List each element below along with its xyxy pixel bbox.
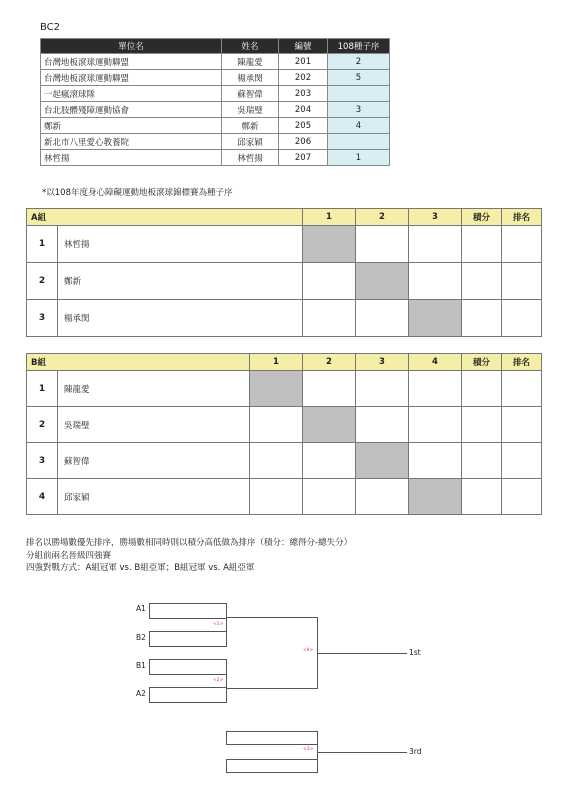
group-a-col-1: 1 [303, 209, 356, 226]
line [226, 603, 227, 647]
seed-cell-name: 邱家穎 [222, 134, 279, 150]
document-title: BC2 [40, 22, 61, 33]
header-number: 編號 [279, 39, 328, 54]
header-seed: 108種子序 [328, 39, 390, 54]
seed-cell-seed: 3 [328, 102, 390, 118]
group-a-col-2: 2 [356, 209, 409, 226]
seed-note: *以108年度身心障礙運動地板滾球錦標賽為種子序 [42, 188, 233, 198]
seed-cell-num: 201 [279, 54, 328, 70]
line [226, 731, 318, 732]
seed-cell-seed: 2 [328, 54, 390, 70]
final-label: 1st [409, 648, 421, 657]
match-label-1: <1> [213, 622, 224, 627]
header-unit: 單位名 [41, 39, 222, 54]
seed-cell-name: 陳龍愛 [222, 54, 279, 70]
player-index: 3 [27, 300, 58, 337]
seed-cell-num: 202 [279, 70, 328, 86]
seed-cell-unit: 台灣地板滾球運動聯盟 [41, 54, 222, 70]
player-name: 蘇智偉 [58, 443, 250, 479]
seed-cell-name: 楊承閔 [222, 70, 279, 86]
line [149, 618, 227, 619]
group-a-label: A組 [27, 209, 303, 226]
group-b-col-3: 3 [356, 354, 409, 371]
group-b-points-header: 積分 [462, 354, 502, 371]
line [149, 603, 227, 604]
seed-cell-unit: 新北市八里愛心教養院 [41, 134, 222, 150]
line [226, 744, 318, 745]
line [226, 659, 227, 703]
rule-semifinal: 四強對戰方式：A組冠軍 vs. B組亞軍；B組冠軍 vs. A組亞軍 [26, 563, 255, 573]
line [226, 617, 318, 618]
line [226, 688, 318, 689]
line [226, 759, 227, 773]
header-name: 姓名 [222, 39, 279, 54]
seed-cell-num: 203 [279, 86, 328, 102]
line [226, 731, 227, 745]
slot-b1: B1 [136, 661, 146, 670]
rule-advance: 分組前兩名晉級四強賽 [26, 550, 112, 561]
group-a-points-header: 積分 [462, 209, 502, 226]
player-name: 邱家穎 [58, 479, 250, 515]
seed-cell-seed: 4 [328, 118, 390, 134]
seed-cell-name: 蘇智偉 [222, 86, 279, 102]
player-name: 吳瑞璧 [58, 407, 250, 443]
line [149, 687, 150, 703]
player-index: 1 [27, 371, 58, 407]
slot-a2: A2 [136, 689, 146, 698]
group-b-rank-header: 排名 [502, 354, 542, 371]
third-label: 3rd [409, 747, 422, 756]
player-name: 陳龍愛 [58, 371, 250, 407]
line [149, 631, 227, 632]
seed-cell-unit: 台北肢體殘障運動協會 [41, 102, 222, 118]
line [149, 631, 150, 647]
group-a-col-3: 3 [409, 209, 462, 226]
seed-cell-seed: 1 [328, 150, 390, 166]
player-index: 1 [27, 226, 58, 263]
line [226, 772, 318, 773]
seed-cell-name: 林哲揚 [222, 150, 279, 166]
group-b-col-1: 1 [250, 354, 303, 371]
player-index: 3 [27, 443, 58, 479]
line [317, 752, 407, 753]
line [149, 687, 227, 688]
rule-ranking: 排名以勝場數優先排序，勝場數相同時則以積分高低做為排序（積分：總得分-總失分） [26, 538, 353, 548]
seed-cell-seed: 5 [328, 70, 390, 86]
line [149, 659, 150, 675]
player-index: 2 [27, 263, 58, 300]
line [149, 646, 227, 647]
seed-cell-unit: 一起瘋滾球隊 [41, 86, 222, 102]
player-index: 4 [27, 479, 58, 515]
player-index: 2 [27, 407, 58, 443]
seed-cell-unit: 台灣地板滾球運動聯盟 [41, 70, 222, 86]
seed-cell-num: 205 [279, 118, 328, 134]
match-label-3: <3> [303, 747, 314, 752]
slot-b2: B2 [136, 633, 146, 642]
seed-cell-num: 207 [279, 150, 328, 166]
seed-cell-name: 鄭新 [222, 118, 279, 134]
seed-cell-name: 吳瑞璧 [222, 102, 279, 118]
group-b-label: B組 [27, 354, 250, 371]
group-b-col-4: 4 [409, 354, 462, 371]
slot-a1: A1 [136, 604, 146, 613]
match-label-2: <2> [213, 678, 224, 683]
line [226, 759, 318, 760]
line [149, 659, 227, 660]
group-b-col-2: 2 [303, 354, 356, 371]
seed-cell-unit: 鄭新 [41, 118, 222, 134]
match-label-4: <4> [303, 648, 314, 653]
player-name: 林哲揚 [58, 226, 303, 263]
group-a-rank-header: 排名 [502, 209, 542, 226]
seed-cell-num: 204 [279, 102, 328, 118]
line [317, 653, 407, 654]
line [149, 674, 227, 675]
line [149, 603, 150, 619]
seed-cell-num: 206 [279, 134, 328, 150]
player-name: 鄭新 [58, 263, 303, 300]
seed-cell-unit: 林哲揚 [41, 150, 222, 166]
player-name: 楊承閔 [58, 300, 303, 337]
line [149, 702, 227, 703]
